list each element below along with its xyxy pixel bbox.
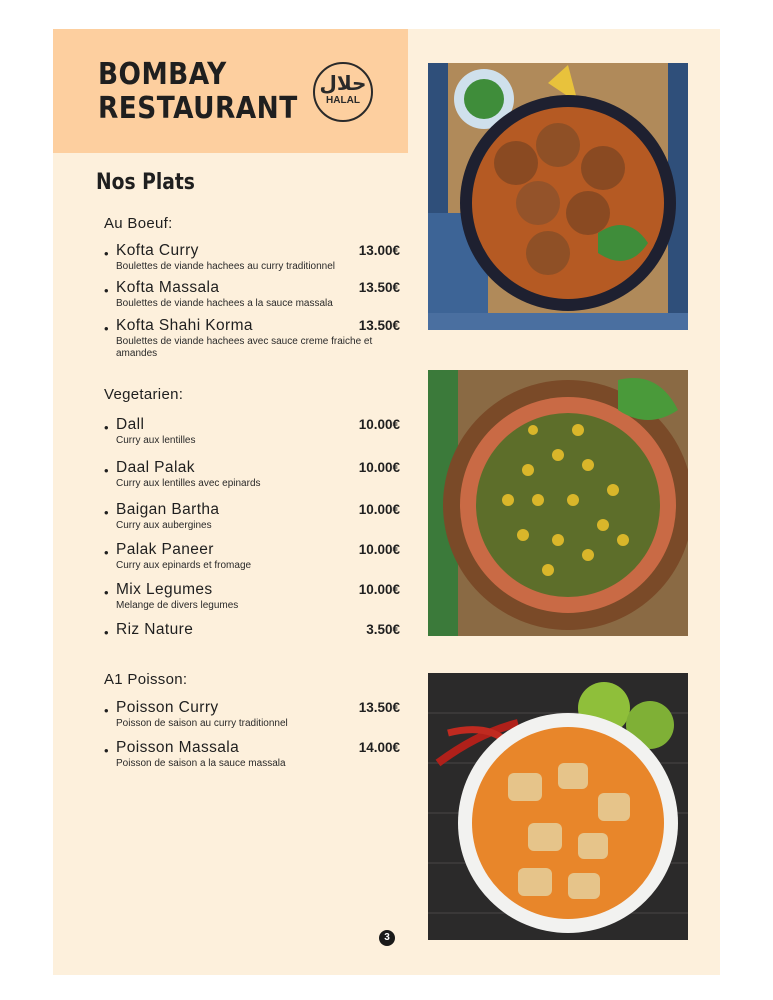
bullet: • (104, 545, 109, 560)
item-name: Kofta Curry (116, 242, 199, 259)
item-price: 13.50€ (358, 318, 400, 333)
item-name: Poisson Curry (116, 699, 219, 716)
menu-item (104, 621, 400, 640)
item-description: Curry aux epinards et fromage (116, 560, 252, 571)
item-name: Baigan Bartha (116, 501, 220, 518)
halal-arabic-text: حلال (319, 71, 367, 95)
item-description: Melange de divers legumes (116, 600, 239, 611)
menu-item (104, 279, 400, 310)
item-price: 13.00€ (358, 243, 400, 258)
daal-palak-illustration (428, 370, 688, 636)
item-description: Curry aux lentilles avec epinards (116, 478, 261, 489)
item-price: 10.00€ (358, 460, 400, 475)
bullet: • (104, 625, 109, 640)
menu-item (104, 739, 400, 770)
item-price: 3.50€ (366, 622, 400, 637)
bullet: • (104, 585, 109, 600)
item-description: Curry aux lentilles (116, 435, 196, 446)
bullet: • (104, 321, 109, 336)
bullet: • (104, 743, 109, 758)
category-title-vegetarien: Vegetarien: (104, 386, 184, 403)
poisson-curry-illustration (428, 673, 688, 940)
item-price: 10.00€ (358, 582, 400, 597)
item-price: 10.00€ (358, 542, 400, 557)
bullet: • (104, 283, 109, 298)
bullet: • (104, 505, 109, 520)
item-price: 13.50€ (358, 280, 400, 295)
item-name: Daal Palak (116, 459, 195, 476)
item-price: 10.00€ (358, 502, 400, 517)
item-price: 10.00€ (358, 417, 400, 432)
page-number-badge: 3 (379, 930, 395, 946)
daal-palak-photo (428, 370, 688, 636)
menu-item (104, 541, 400, 572)
menu-item (104, 581, 400, 612)
bullet: • (104, 420, 109, 435)
category-title-poisson: A1 Poisson: (104, 671, 188, 688)
item-name: Kofta Shahi Korma (116, 317, 253, 334)
item-description: Boulettes de viande hachees au curry traditionnel (116, 261, 336, 272)
halal-latin-text: HALAL (326, 95, 360, 106)
item-description: Poisson de saison au curry traditionnel (116, 718, 288, 729)
restaurant-name-line2: RESTAURANT (98, 91, 298, 126)
menu-item (104, 242, 400, 273)
poisson-curry-photo (428, 673, 688, 940)
halal-logo (313, 62, 373, 122)
bullet: • (104, 703, 109, 718)
item-description: Poisson de saison a la sauce massala (116, 758, 286, 769)
item-price: 14.00€ (358, 740, 400, 755)
menu-item (104, 501, 400, 532)
kofta-curry-illustration (428, 63, 688, 330)
item-name: Mix Legumes (116, 581, 213, 598)
menu-item (104, 416, 400, 447)
item-name: Palak Paneer (116, 541, 214, 558)
item-description: Curry aux aubergines (116, 520, 212, 531)
bullet: • (104, 463, 109, 478)
menu-item (104, 317, 400, 360)
restaurant-name (98, 58, 298, 126)
category-title-boeuf: Au Boeuf: (104, 215, 173, 232)
bullet: • (104, 246, 109, 261)
item-name: Poisson Massala (116, 739, 240, 756)
section-title: Nos Plats (96, 170, 195, 195)
item-name: Riz Nature (116, 621, 194, 638)
kofta-curry-photo (428, 63, 688, 330)
item-description: Boulettes de viande hachees avec sauce creme fraiche et amandes (116, 336, 373, 359)
item-description: Boulettes de viande hachees a la sauce massala (116, 298, 333, 309)
menu-item (104, 699, 400, 730)
item-name: Dall (116, 416, 145, 433)
restaurant-name-line1: BOMBAY (98, 57, 227, 92)
menu-item (104, 459, 400, 490)
item-name: Kofta Massala (116, 279, 220, 296)
item-price: 13.50€ (358, 700, 400, 715)
